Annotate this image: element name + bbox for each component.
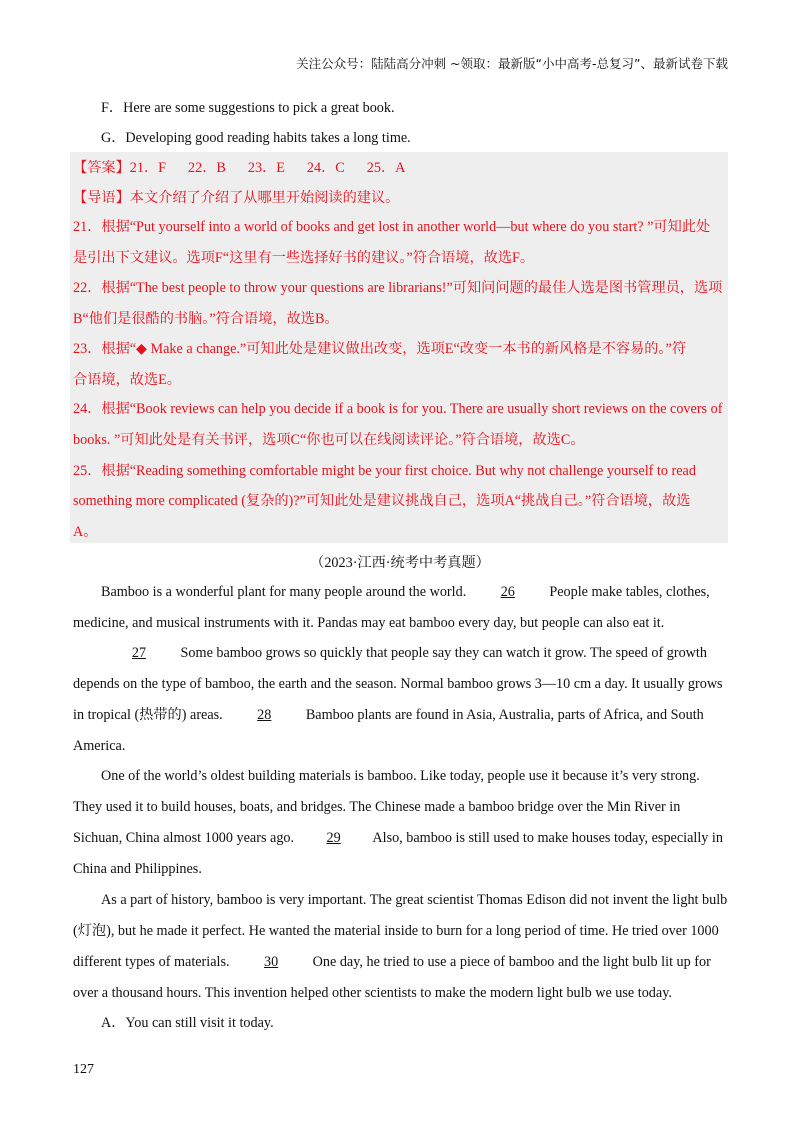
option-f: F．Here are some suggestions to pick a great book. <box>101 100 395 116</box>
explanation-25c: A。 <box>73 524 98 540</box>
blank-29[interactable]: 29 <box>326 830 341 846</box>
page-number: 127 <box>73 1062 94 1077</box>
passage-text: Sichuan, China almost 1000 years ago. <box>73 830 295 846</box>
explanation-23a: 23．根据“◆ Make a change.”可知此处是建议做出改变，选项E“改变一本书的新风格是不容易的。”符 <box>73 341 687 357</box>
explanation-21a: 21．根据“Put yourself into a world of books and get lost in another world—but where do you start? ”可知此处 <box>73 219 711 235</box>
passage-line <box>73 952 728 972</box>
explanation-22b: B“他们是很酷的书脑。”符合语境，故选B。 <box>73 311 339 327</box>
explanation-25a: 25．根据“Reading something comfortable might be your first choice. But why not challenge yourself to read <box>73 463 696 479</box>
passage-text: One day, he tried to use a piece of bamboo and the light bulb lit up for <box>312 954 711 970</box>
explanation-23b: 合语境，故选E。 <box>73 372 181 388</box>
passage-line <box>101 582 728 602</box>
explanation-24a: 24．根据“Book reviews can help you decide if a book is for you. There are usually short reviews on the covers of <box>73 401 723 417</box>
explanation-22a: 22．根据“The best people to throw your questions are librarians!”可知问问题的最佳人选是图书管理员，选项 <box>73 280 723 296</box>
passage-text: different types of materials. <box>73 954 230 970</box>
passage-line: over a thousand hours. This invention helped other scientists to make the modern light bulb we use today. <box>73 985 672 1001</box>
passage-line: medicine, and musical instruments with it. Pandas may eat bamboo every day, but people can also eat it. <box>73 615 665 631</box>
passage-line: One of the world’s oldest building materials is bamboo. Like today, people use it because it’s very strong. <box>101 768 700 784</box>
passage-text: Some bamboo grows so quickly that people say they can watch it grow. The speed of growth <box>180 645 707 661</box>
answer-item: 22．B <box>188 160 226 176</box>
answer-item: 21．F <box>129 160 167 176</box>
answer-label: 【答案】 <box>73 160 130 176</box>
page-header: 关注公众号：陆陆高分冲刺 ~领取：最新版“小中高考-总复习”、最新试卷下载 <box>296 56 728 71</box>
passage-line: (灯泡), but he made it perfect. He wanted the material inside to burn for a long period of time. He tried over 1000 <box>73 923 719 939</box>
answer-item: 24．C <box>306 160 345 176</box>
explanation-21b: 是引出下文建议。选项F“这里有一些选择好书的建议。”符合语境，故选F。 <box>73 250 535 266</box>
passage-line <box>101 643 728 663</box>
answer-line <box>73 158 728 178</box>
passage-line <box>73 828 728 848</box>
passage-line: depends on the type of bamboo, the earth and the season. Normal bamboo grows 3—10 cm a day. It usually grows <box>73 676 723 692</box>
blank-30[interactable]: 30 <box>264 954 279 970</box>
passage-text: Bamboo is a wonderful plant for many people around the world. <box>101 584 467 600</box>
passage-line: America. <box>73 738 126 754</box>
passage-text: Bamboo plants are found in Asia, Australia, parts of Africa, and South <box>305 707 704 723</box>
answer-item: 23．E <box>247 160 285 176</box>
blank-26[interactable]: 26 <box>500 584 515 600</box>
passage-text: in tropical (热带的) areas. <box>73 707 223 723</box>
answer-item: 25．A <box>366 160 406 176</box>
guide-text: 【导语】本文介绍了介绍了从哪里开始阅读的建议。 <box>73 190 400 206</box>
explanation-24b: books. ”可知此处是有关书评，选项C“你也可以在线阅读评论。”符合语境，故选C。 <box>73 432 585 448</box>
passage-line: They used it to build houses, boats, and bridges. The Chinese made a bamboo bridge over the Min River in <box>73 799 681 815</box>
source-title: （2023·江西·统考中考真题） <box>310 555 490 571</box>
passage-line: As a part of history, bamboo is very important. The great scientist Thomas Edison did not invent the light bulb <box>101 892 728 908</box>
passage-text: People make tables, clothes, <box>549 584 710 600</box>
passage-line <box>73 705 728 725</box>
passage-line: China and Philippines. <box>73 861 202 877</box>
option-g: G．Developing good reading habits takes a long time. <box>101 130 411 146</box>
passage-text: Also, bamboo is still used to make houses today, especially in <box>372 830 723 846</box>
option-a: A．You can still visit it today. <box>101 1015 274 1031</box>
blank-27[interactable]: 27 <box>131 645 147 661</box>
blank-28[interactable]: 28 <box>257 707 272 723</box>
explanation-25b: something more complicated (复杂的)?”可知此处是建议挑战自己，选项A“挑战自己。”符合语境，故选 <box>73 493 691 509</box>
